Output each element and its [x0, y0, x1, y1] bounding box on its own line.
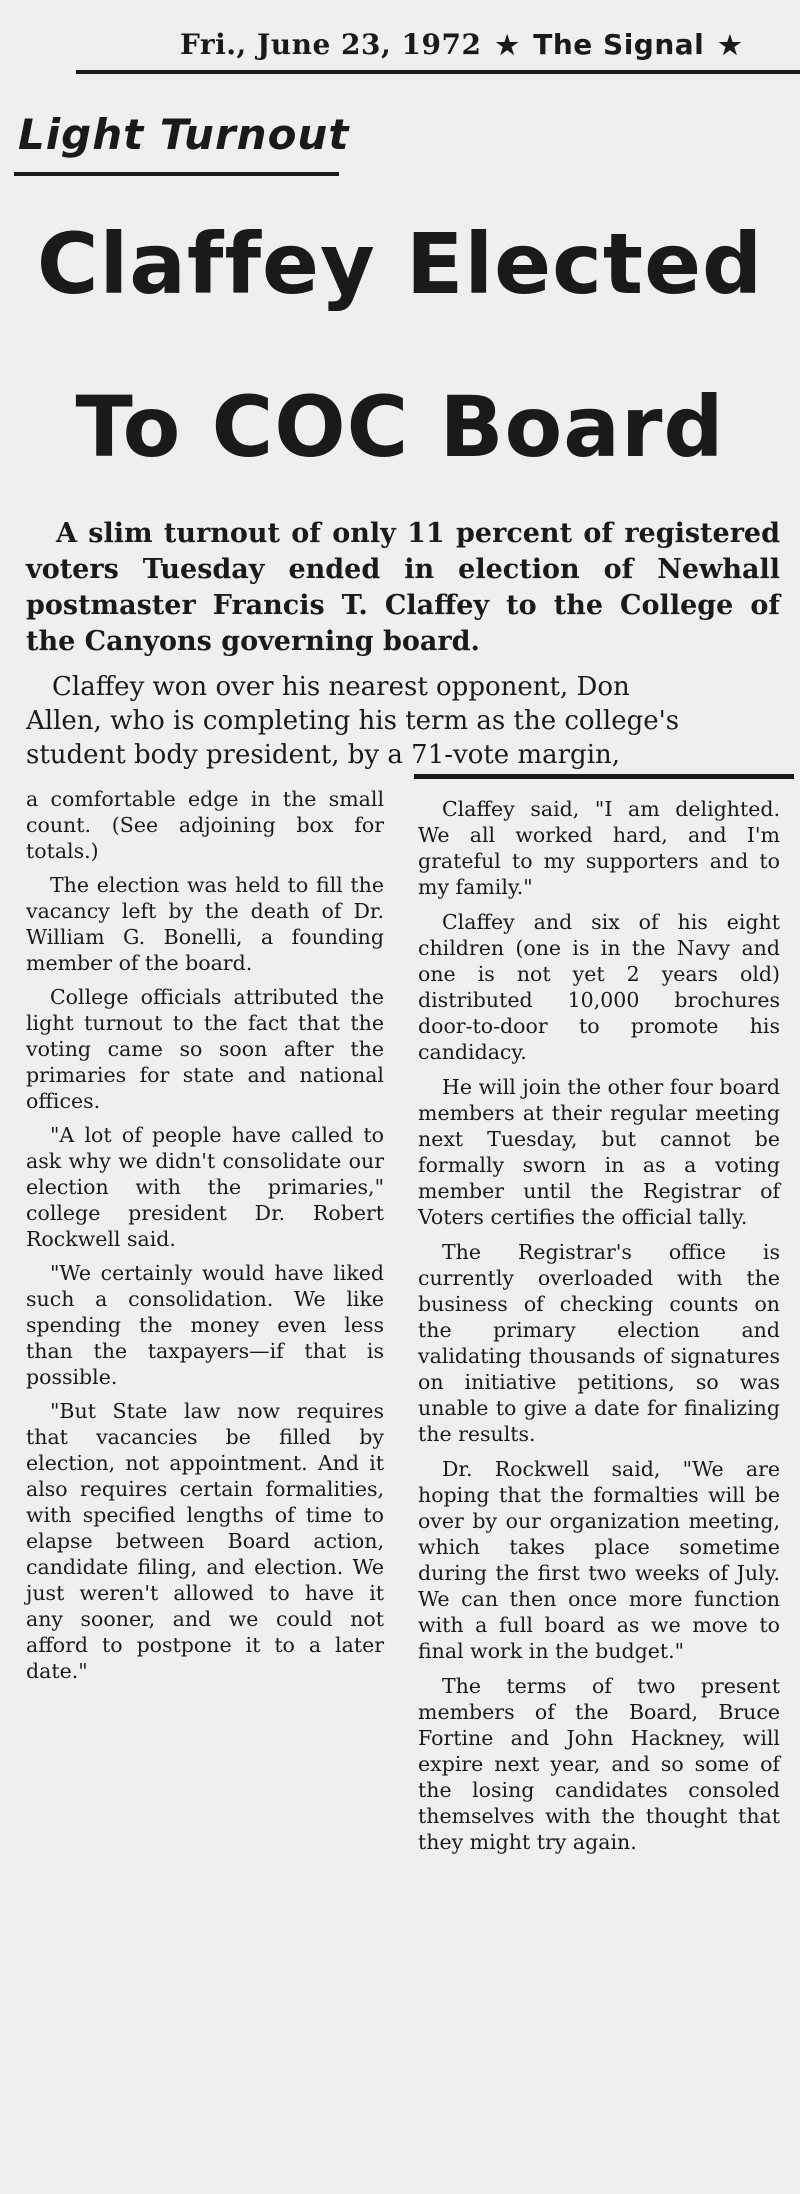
intro-line-1: Claffey won over his nearest opponent, Don: [52, 672, 630, 702]
star-icon: ★: [495, 31, 520, 61]
kicker-headline: Light Turnout: [18, 110, 350, 159]
intro-line-2: Allen, who is completing his term as the college's: [26, 706, 680, 736]
dateline: [180, 28, 800, 61]
left-column: [26, 786, 384, 1692]
issue-date: Fri., June 23, 1972: [180, 28, 482, 61]
body-paragraph: Claffey said, "I am delighted. We all worked hard, and I'm grateful to my supporters and to my family.": [418, 797, 780, 899]
newspaper-name: The Signal: [533, 28, 705, 61]
headline-line-2: To COC Board: [75, 378, 725, 476]
kicker-underline: [14, 172, 339, 176]
intro-paragraph: [26, 670, 780, 772]
body-paragraph: College officials attributed the light turnout to the fact that the voting came so soon after the primaries for state and national offices.: [26, 985, 384, 1113]
body-paragraph: "We certainly would have liked such a consolidation. We like spending the money even less than the taxpayers—if that is possible.: [26, 1261, 384, 1389]
right-column: [418, 796, 780, 1864]
column-rule: [414, 774, 794, 779]
intro-line-3: student body president, by a 71-vote margin,: [26, 740, 621, 770]
body-paragraph: The terms of two present members of the Board, Bruce Fortine and John Hackney, will expire next year, and so some of the losing candidates consoled themselves with the thought that they might try again.: [418, 1674, 780, 1854]
body-paragraph: The election was held to fill the vacancy left by the death of Dr. William G. Bonelli, a founding member of the board.: [26, 873, 384, 975]
body-paragraph: Dr. Rockwell said, "We are hoping that the formalties will be over by our organization meeting, which takes place sometime during the first two weeks of July. We can then once more function with a full board as we move to final work in the budget.": [418, 1457, 780, 1663]
star-icon: ★: [718, 31, 743, 61]
top-rule: [76, 70, 800, 74]
lede-paragraph: A slim turnout of only 11 percent of registered voters Tuesday ended in election of Newhall postmaster Francis T. Claffey to the College of the Canyons governing board.: [26, 518, 780, 657]
body-paragraph: a comfortable edge in the small count. (See adjoining box for totals.): [26, 787, 384, 863]
body-paragraph: Claffey and six of his eight children (one is in the Navy and one is not yet 2 years old) distributed 10,000 brochures door-to-door to promote his candidacy.: [418, 910, 780, 1064]
headline-line-1: Claffey Elected: [36, 215, 764, 313]
body-paragraph: He will join the other four board members at their regular meeting next Tuesday, but cannot be formally sworn in as a voting member until the Registrar of Voters certifies the official tally.: [418, 1075, 780, 1229]
body-paragraph: The Registrar's office is currently overloaded with the business of checking counts on the primary election and validating thousands of signatures on initiative petitions, so was unable to give a date for finalizing the results.: [418, 1240, 780, 1446]
body-paragraph: "A lot of people have called to ask why we didn't consolidate our election with the primaries," college president Dr. Robert Rockwell said.: [26, 1123, 384, 1251]
body-paragraph: "But State law now requires that vacancies be filled by election, not appointment. And it also requires certain formalities, with specified lengths of time to elapse between Board action, candidate filing, and election. We just weren't allowed to have it any sooner, and we could not afford to postpone it to a later date.": [26, 1399, 384, 1683]
